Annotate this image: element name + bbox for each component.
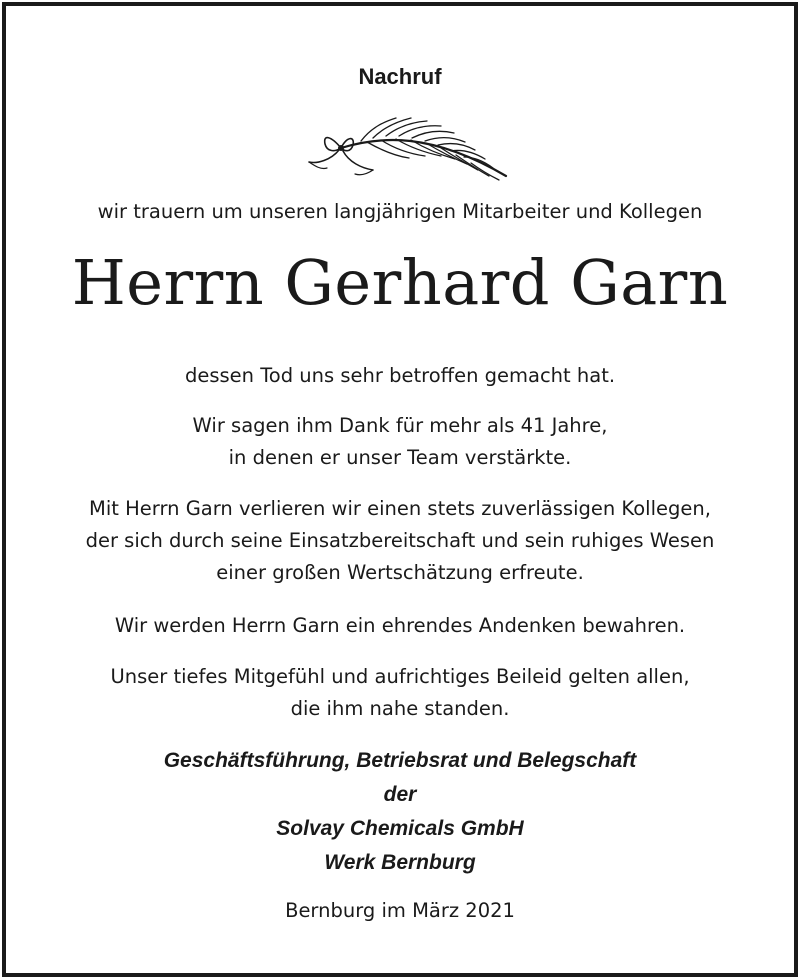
signature-site: Werk Bernburg: [324, 851, 476, 874]
paragraph-3: [6, 493, 794, 589]
text-line: einer großen Wertschätzung erfreute.: [216, 561, 584, 584]
place-date: Bernburg im März 2021: [285, 899, 515, 922]
text-line: dessen Tod uns sehr betroffen gemacht hat.: [184, 364, 616, 387]
paragraph-5: [6, 661, 794, 725]
signature-line: der: [383, 783, 417, 806]
paragraph-1: [6, 360, 794, 392]
text-line: Wir sagen ihm Dank für mehr als 41 Jahre,: [192, 414, 608, 437]
text-line: in denen er unser Team verstärkte.: [228, 446, 572, 469]
signature-company: Solvay Chemicals GmbH: [276, 817, 524, 840]
deceased-name: Herrn Gerhard Garn: [71, 246, 729, 319]
text-line: Wir werden Herrn Garn ein ehrendes Andenken bewahren.: [114, 614, 686, 637]
intro-text: wir trauern um unseren langjährigen Mitarbeiter und Kollegen: [97, 200, 703, 223]
signature-line: Geschäftsführung, Betriebsrat und Belegschaft: [163, 749, 637, 772]
palm-branch-with-bow-icon: [301, 114, 511, 184]
notice-heading: Nachruf: [358, 64, 442, 89]
paragraph-2: [6, 410, 794, 474]
signature-block: [6, 744, 794, 880]
text-line: der sich durch seine Einsatzbereitschaft und sein ruhiges Wesen: [85, 529, 715, 552]
text-line: Mit Herrn Garn verlieren wir einen stets zuverlässigen Kollegen,: [89, 497, 711, 520]
paragraph-4: [6, 610, 794, 642]
obituary-notice: [2, 2, 798, 977]
text-line: die ihm nahe standen.: [290, 697, 510, 720]
text-line: Unser tiefes Mitgefühl und aufrichtiges Beileid gelten allen,: [110, 665, 690, 688]
